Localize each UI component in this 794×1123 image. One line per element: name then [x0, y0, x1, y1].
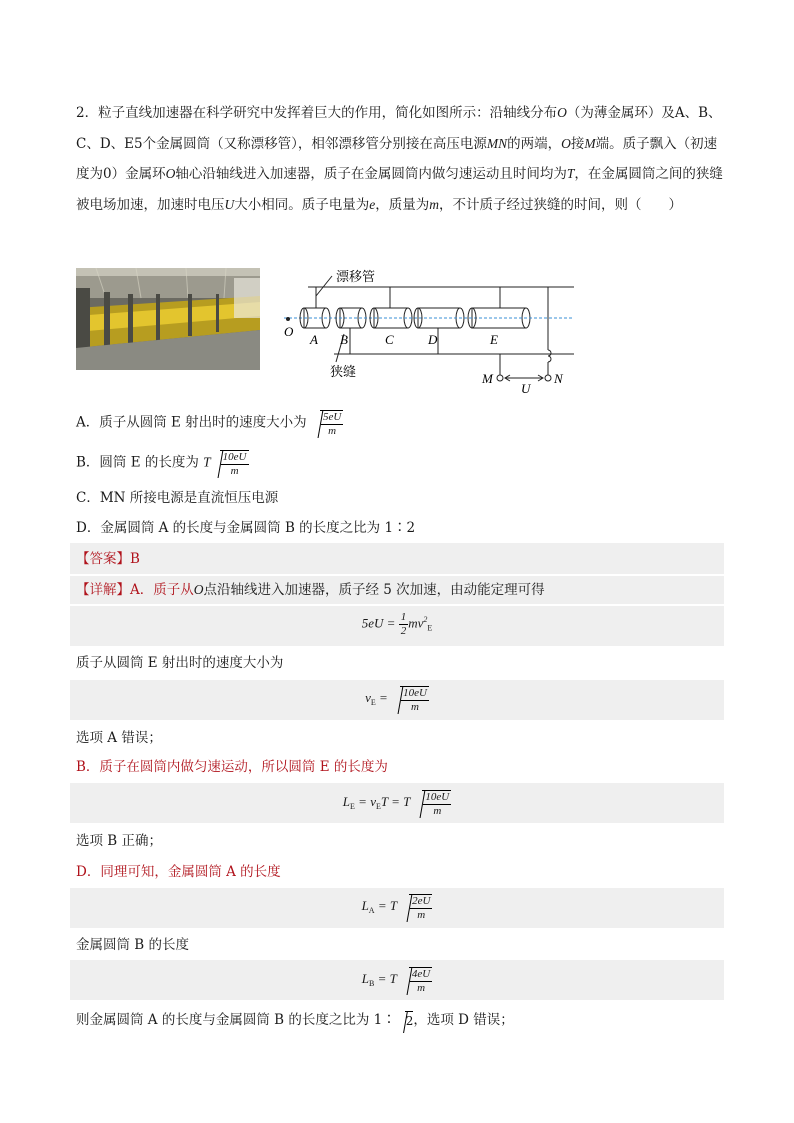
solution-b-line: B．质子在圆筒内做匀速运动，所以圆筒 E 的长度为 — [76, 759, 388, 775]
option-d: D．金属圆筒 A 的长度与金属圆筒 B 的长度之比为 1∶2 — [76, 520, 416, 536]
label-E: E — [490, 332, 498, 347]
equation-1: 5eU = $\frac{1}{2}$ $mv^2_E$ — [361, 611, 433, 637]
label-B: B — [340, 332, 348, 347]
equation-2: $v_E$ = $\frac{10eU}{m}$ — [70, 684, 724, 714]
equation-3: $L_E = v_ET = T$ $\frac{10eU}{m}$ — [70, 788, 724, 818]
label-M: M — [482, 371, 493, 386]
option-c: C．MN 所接电源是直流恒压电源 — [76, 490, 279, 506]
solution-d-line: D．同理可知，金属圆筒 A 的长度 — [76, 864, 281, 880]
label-U: U — [521, 381, 531, 396]
solution-b-result: 选项 B 正确； — [76, 833, 163, 849]
label-A: A — [310, 332, 318, 347]
label-C: C — [385, 332, 394, 347]
option-b: B．圆筒 E 的长度为 T $\frac{10eU}{m}$ — [76, 448, 249, 472]
accelerator-photo — [76, 268, 260, 370]
accelerator-diagram — [264, 266, 584, 396]
solution-d-text: 金属圆筒 B 的长度 — [76, 937, 190, 953]
label-O: O — [284, 324, 294, 339]
solution-d-result: 则金属圆筒 A 的长度与金属圆筒 B 的长度之比为 1∶ 2，选项 D 错误； — [76, 1008, 514, 1032]
solution-a-text: 质子从圆筒 E 射出时的速度大小为 — [76, 655, 284, 671]
question-text: 2．粒子直线加速器在科学研究中发挥着巨大的作用，简化如图所示：沿轴线分布O（为薄金属环）及A、B、C、D、E5个金属圆筒（又称漂移管），相邻漂移管分别接在高压电源MN的两端，O接M端。质子飘入（初速度为0）金属环O轴心沿轴线进入加速器，质子在金属圆筒内做匀速运动且时间均为T，在金属圆筒之间的狭缝被电场加速，加速时电压U大小相同。质子电量为e，质量为m，不计质子经过狭缝的时间，则（ ） — [76, 105, 723, 213]
equation-5: $L_B = T$ $\frac{4eU}{m}$ — [70, 965, 724, 995]
solution-a-line: 【详解】A．质子从O点沿轴线进入加速器，质子经 5 次加速，由动能定理可得 — [76, 582, 545, 598]
answer-line: 【答案】B — [76, 551, 140, 567]
label-D: D — [428, 332, 438, 347]
drift-tube-label: 漂移管 — [336, 270, 376, 285]
slit-label: 狭缝 — [330, 365, 357, 380]
option-a: A．质子从圆筒 E 射出时的速度大小为 $\frac{5eU}{m}$ — [76, 408, 343, 432]
label-N: N — [554, 371, 563, 386]
equation-4: $L_A = T$ $\frac{2eU}{m}$ — [70, 892, 724, 922]
solution-a-result: 选项 A 错误； — [76, 730, 162, 746]
